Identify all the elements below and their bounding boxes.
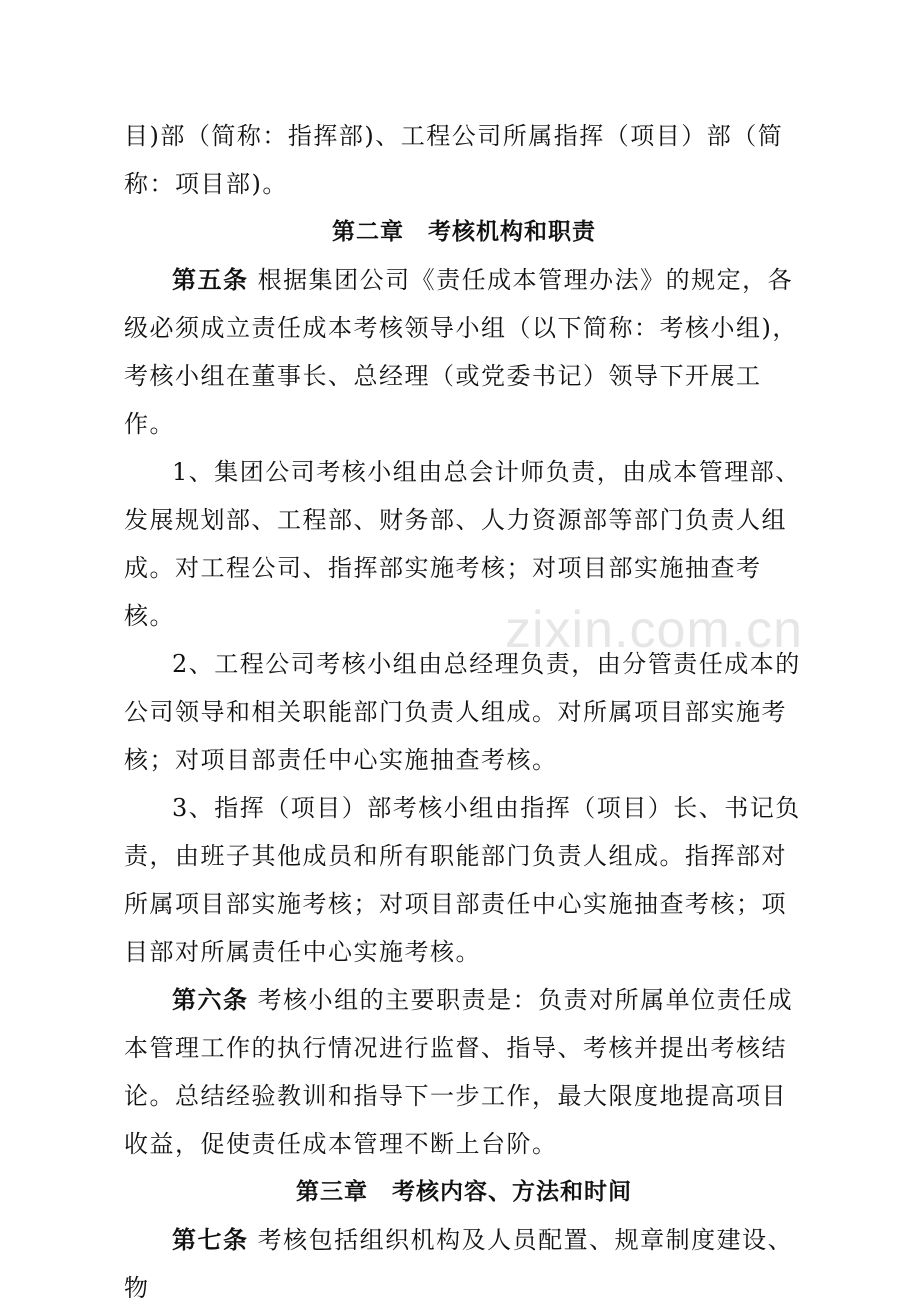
item-2: 2、工程公司考核小组由总经理负责，由分管责任成本的公司领导和相关职能部门负责人组成。对所属项目部实施考核；对项目部责任中心实施抽查考核。 — [124, 650, 801, 774]
article-7-text: 考核包括组织机构及人员配置、规章制度建设、物 — [124, 1226, 794, 1302]
article-6 — [124, 976, 804, 1168]
article-5 — [124, 256, 804, 448]
article-6-text: 考核小组的主要职责是：负责对所属单位责任成本管理工作的执行情况进行监督、指导、考核并提出考核结论。总结经验教训和指导下一步工作，最大限度地提高项目收益，促使责任成本管理不断上台阶。 — [124, 986, 794, 1158]
chapter-2-heading: 第二章 考核机构和职责 — [332, 219, 596, 245]
chapter-3-heading: 第三章 考核内容、方法和时间 — [296, 1179, 632, 1205]
document-body — [124, 112, 804, 1312]
article-7 — [124, 1216, 804, 1312]
item-1: 1、集团公司考核小组由总会计师负责，由成本管理部、发展规划部、工程部、财务部、人力资源部等部门负责人组成。对工程公司、指挥部实施考核；对项目部实施抽查考核。 — [124, 458, 801, 630]
article-5-label: 第五条 — [172, 266, 249, 294]
article-5-text: 根据集团公司《责任成本管理办法》的规定，各级必须成立责任成本考核领导小组（以下简称：考核小组)，考核小组在董事长、总经理（或党委书记）领导下开展工作。 — [124, 266, 798, 438]
paragraph-continuation: 目)部（简称：指挥部)、工程公司所属指挥（项目）部（简称：项目部)。 — [124, 122, 784, 198]
watermark: zixin.com.cn — [505, 601, 804, 659]
article-7-label: 第七条 — [172, 1226, 249, 1254]
item-3: 3、指挥（项目）部考核小组由指挥（项目）长、书记负责，由班子其他成员和所有职能部门负责人组成。指挥部对所属项目部实施考核；对项目部责任中心实施抽查考核；项目部对所属责任中心实施考核。 — [124, 794, 801, 966]
article-6-label: 第六条 — [172, 986, 249, 1014]
